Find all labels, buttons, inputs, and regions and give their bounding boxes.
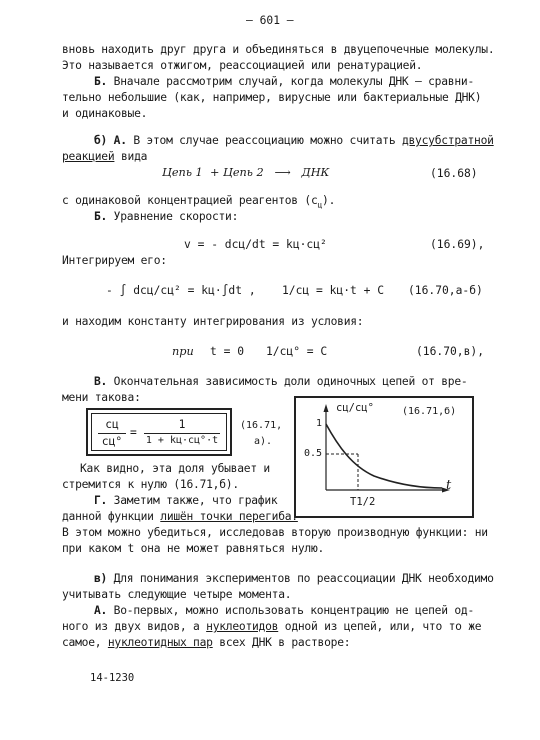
paragraph-line: при каком t она не может равняться нулю. xyxy=(62,542,325,555)
decay-curve xyxy=(326,424,442,488)
item-marker: В. xyxy=(94,375,108,388)
paragraph-line xyxy=(62,510,298,523)
paragraph-line: и находим константу интегрирования из условия: xyxy=(62,315,364,328)
paragraph-text: Окончательная зависимость доли одиночных цепей от вре- xyxy=(113,375,468,388)
printer-mark: 14-1230 xyxy=(90,672,135,684)
equation-number: (16.71,б) xyxy=(402,406,457,417)
paragraph-line xyxy=(94,210,238,223)
condition-word: при xyxy=(172,345,194,358)
reaction-product: ДНК xyxy=(301,166,330,179)
paragraph-line xyxy=(62,620,481,633)
item-marker: А. xyxy=(94,604,108,617)
fraction-numerator: cц xyxy=(105,418,119,431)
paragraph-text: ). xyxy=(322,194,336,207)
x-axis-label: t xyxy=(446,478,452,493)
page-number: – 601 – xyxy=(246,14,294,27)
fraction-denominator: 1 + kц·cц°·t xyxy=(145,435,219,446)
underlined-term: нуклеотидов xyxy=(206,620,279,633)
arrow-icon: ⟶ xyxy=(274,166,291,179)
paragraph-text: ного из двух видов, а xyxy=(62,620,200,633)
paragraph-line xyxy=(94,494,277,507)
paragraph-line: вновь находить друг друга и объединяться в двуцепочечные молекулы. xyxy=(62,43,495,56)
paragraph-line xyxy=(62,194,335,209)
item-marker: Г. xyxy=(94,494,108,507)
paragraph-line: Интегрируем его: xyxy=(62,254,167,267)
underlined-term: реакцией xyxy=(62,150,115,163)
equals-sign: = xyxy=(130,426,137,439)
paragraph-text: Для понимания экспериментов по реассоциации ДНК необходимо xyxy=(113,572,494,585)
fraction-numerator: 1 xyxy=(178,418,186,431)
paragraph-text: Заметим также, что график xyxy=(113,494,278,507)
y-tick-label: 0.5 xyxy=(304,448,323,459)
paragraph-line: Это называется отжигом, реассоциацией или ренатурацией. xyxy=(62,59,423,72)
underlined-term: нуклеотидных пар xyxy=(107,636,213,649)
equation-number: (16.69), xyxy=(430,238,485,251)
fraction-denominator: cц° xyxy=(101,435,123,448)
y-tick-label: 1 xyxy=(316,418,323,429)
paragraph-line: учитывать следующие четыре момента. xyxy=(62,588,292,601)
condition-t: t = 0 xyxy=(210,345,245,358)
reactant-2: + Цепь 2 xyxy=(209,166,264,179)
paragraph-line: Как видно, эта доля убывает и xyxy=(80,462,270,475)
paragraph-text: всех ДНК в растворе: xyxy=(219,636,351,649)
boxed-formula-inner xyxy=(91,413,227,451)
integral-equation: - ∫ dcц/cц² = kц·∫dt , xyxy=(106,284,256,297)
paragraph-text: Вначале рассмотрим случай, когда молекулы ДНК – сравни- xyxy=(113,75,474,88)
equation-number: а). xyxy=(254,436,273,447)
equation-number: (16.68) xyxy=(430,167,478,180)
boxed-formula xyxy=(86,408,232,456)
reaction-equation xyxy=(162,166,329,179)
equation-number: (16.70,в), xyxy=(416,345,485,358)
paragraph-line: мени такова: xyxy=(62,391,141,404)
paragraph-text: с одинаковой концентрацией реагентов (c xyxy=(62,194,318,207)
paragraph-line xyxy=(94,75,474,88)
paragraph-line xyxy=(62,150,147,163)
fraction-bar xyxy=(144,433,220,434)
rate-equation: v = - dcц/dt = kц·cц² xyxy=(184,238,327,251)
paragraph-text: Уравнение скорости: xyxy=(113,210,239,223)
paragraph-text: самое, xyxy=(62,636,102,649)
condition-equation: 1/cц° = C xyxy=(266,345,328,358)
integral-result: 1/cц = kц·t + C xyxy=(282,284,385,297)
paragraph-line xyxy=(62,636,350,649)
item-marker: Б. xyxy=(94,75,108,88)
half-time-label: T1/2 xyxy=(350,496,376,508)
paragraph-line xyxy=(94,134,494,147)
paragraph-text: одной из цепей, или, что то же xyxy=(284,620,482,633)
equation-number: (16.71, xyxy=(240,420,283,431)
y-axis-arrow-icon xyxy=(324,404,329,412)
underlined-term: лишён точки перегиба. xyxy=(160,510,298,523)
subscript: ц xyxy=(317,200,323,210)
paragraph-text: вида xyxy=(120,150,148,163)
fraction-bar xyxy=(98,433,126,434)
paragraph-line: В этом можно убедиться, исследовав вторую производную функции: ни xyxy=(62,526,488,539)
item-marker: Б. xyxy=(94,210,108,223)
paragraph-line: и одинаковые. xyxy=(62,107,148,120)
y-axis-label: cц/cц° xyxy=(336,402,374,414)
paragraph-text: В этом случае реассоциацию можно считать xyxy=(133,134,396,147)
reactant-1: Цепь 1 xyxy=(162,166,203,179)
paragraph-line xyxy=(94,604,474,617)
paragraph-text: Во-первых, можно использовать концентрацию не цепей од- xyxy=(113,604,474,617)
equation-number: (16.70,а-б) xyxy=(408,284,483,297)
paragraph-line xyxy=(94,572,494,585)
paragraph-text: данной функции xyxy=(62,510,154,523)
underlined-term: двусубстратной xyxy=(401,134,494,147)
section-marker: в) xyxy=(94,572,108,585)
paragraph-line: стремится к нулю (16.71,б). xyxy=(62,478,239,491)
decay-graph xyxy=(294,396,474,518)
paragraph-line: тельно небольшие (как, например, вирусные или бактериальные ДНК) xyxy=(62,91,482,104)
paragraph-line xyxy=(94,375,467,388)
section-marker: б) А. xyxy=(94,134,127,147)
